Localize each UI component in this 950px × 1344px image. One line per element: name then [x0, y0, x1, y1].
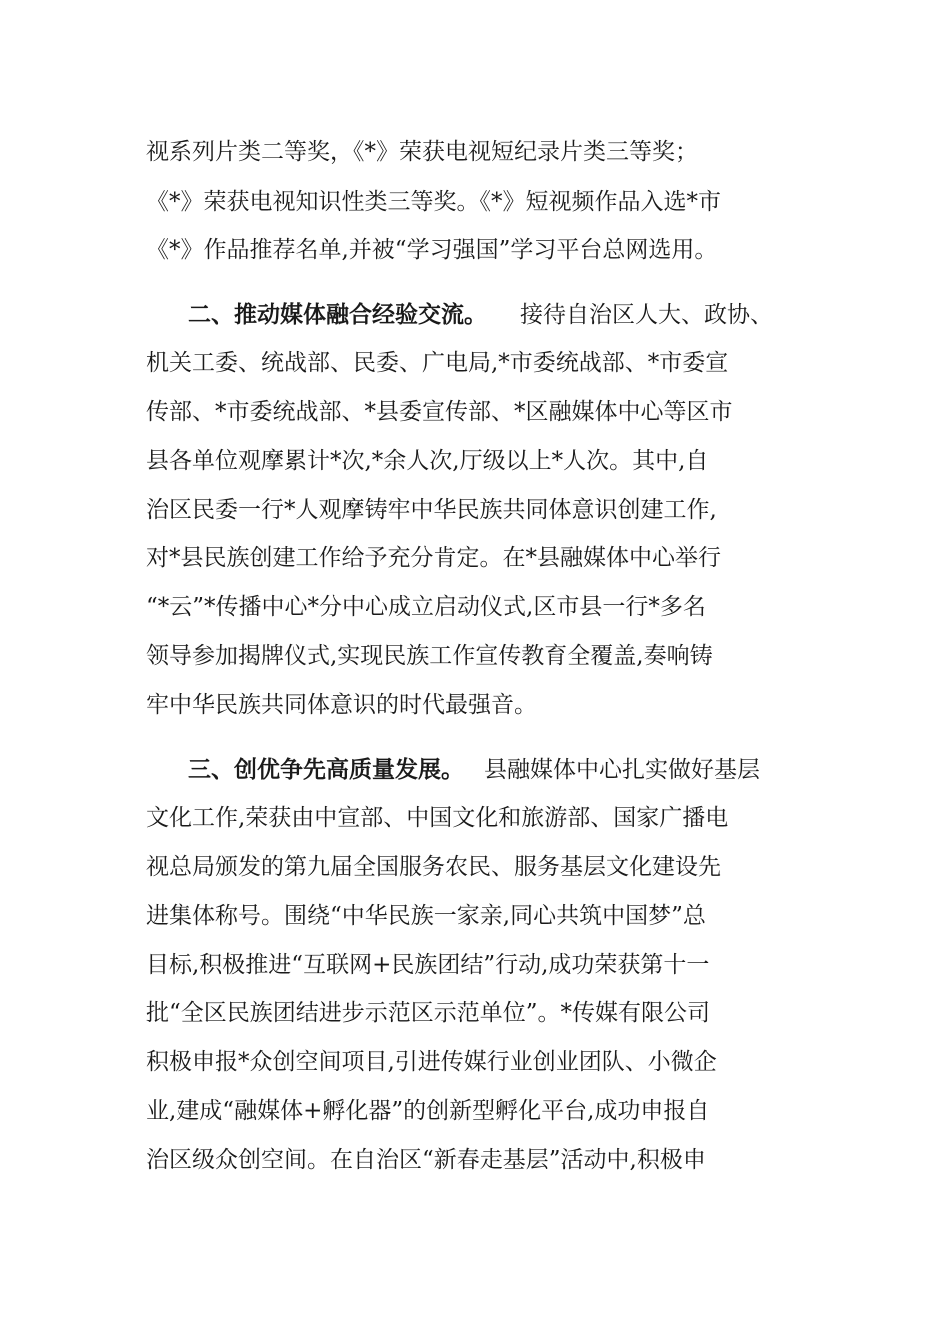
text-line: 治区民委一行*人观摩铸牢中华民族共同体意识创建工作,: [146, 497, 717, 523]
paragraph-3-line-8: [0, 1091, 950, 1131]
text-line: 接待自治区人大、政协、: [520, 302, 773, 328]
paragraph-2-line-6: [0, 538, 950, 578]
paragraph-1-line-1: [0, 132, 950, 172]
text-line: “*云”*传播中心*分中心成立启动仪式,区市县一行*多名: [146, 594, 706, 620]
text-line: 治区级众创空间。在自治区“新春走基层”活动中,积极申: [146, 1147, 706, 1173]
text-line: 《*》荣获电视知识性类三等奖。《*》短视频作品入选*市: [146, 189, 721, 215]
text-line: 机关工委、统战部、民委、广电局,*市委统战部、*市委宣: [146, 350, 729, 376]
text-line: 对*县民族创建工作给予充分肯定。在*县融媒体中心举行: [146, 545, 721, 571]
paragraph-3-line-1: [0, 750, 950, 790]
text-line: 传部、*市委统战部、*县委宣传部、*区融媒体中心等区市: [146, 399, 733, 425]
paragraph-1-line-3: [0, 230, 950, 270]
text-line: 目标,积极推进“互联网+民族团结”行动,成功荣获第十一: [146, 952, 710, 978]
paragraph-3-line-3: [0, 847, 950, 887]
paragraph-2-line-4: [0, 441, 950, 481]
text-line: 县融媒体中心扎实做好基层: [484, 757, 760, 783]
section-heading: 三、创优争先高质量发展。: [188, 756, 464, 783]
text-line: 批“全区民族团结进步示范区示范单位”。*传媒有限公司: [146, 1000, 711, 1026]
paragraph-2-line-8: [0, 636, 950, 676]
text-line: 视系列片类二等奖，《*》荣获电视短纪录片类三等奖；: [146, 139, 698, 165]
paragraph-2-line-9: [0, 685, 950, 725]
text-line: 业,建成“融媒体+孵化器”的创新型孵化平台,成功申报自: [146, 1098, 710, 1124]
text-line: 视总局颁发的第九届全国服务农民、服务基层文化建设先: [146, 854, 721, 880]
paragraph-3-line-6: [0, 993, 950, 1033]
text-line: 领导参加揭牌仪式,实现民族工作宣传教育全覆盖,奏响铸: [146, 643, 713, 669]
paragraph-3-line-5: [0, 945, 950, 985]
paragraph-2-line-3: [0, 392, 950, 432]
paragraph-3-line-2: [0, 798, 950, 838]
section-heading: 二、推动媒体融合经验交流。: [188, 301, 487, 328]
text-line: 牢中华民族共同体意识的时代最强音。: [146, 692, 537, 718]
paragraph-1-line-2: [0, 182, 950, 222]
paragraph-2-line-5: [0, 490, 950, 530]
paragraph-3-line-4: [0, 896, 950, 936]
text-line: 进集体称号。围绕“中华民族一家亲,同心共筑中国梦”总: [146, 903, 706, 929]
text-line: 文化工作,荣获由中宣部、中国文化和旅游部、国家广播电: [146, 805, 729, 831]
paragraph-2-line-7: [0, 587, 950, 627]
paragraph-2-line-2: [0, 343, 950, 383]
paragraph-3-line-7: [0, 1042, 950, 1082]
paragraph-2-line-1: [0, 295, 950, 335]
paragraph-3-line-9: [0, 1140, 950, 1180]
text-line: 县各单位观摩累计*次,*余人次,厅级以上*人次。其中,自: [146, 448, 709, 474]
text-line: 《*》作品推荐名单,并被“学习强国”学习平台总网选用。: [146, 237, 718, 263]
text-line: 积极申报*众创空间项目,引进传媒行业创业团队、小微企: [146, 1049, 717, 1075]
